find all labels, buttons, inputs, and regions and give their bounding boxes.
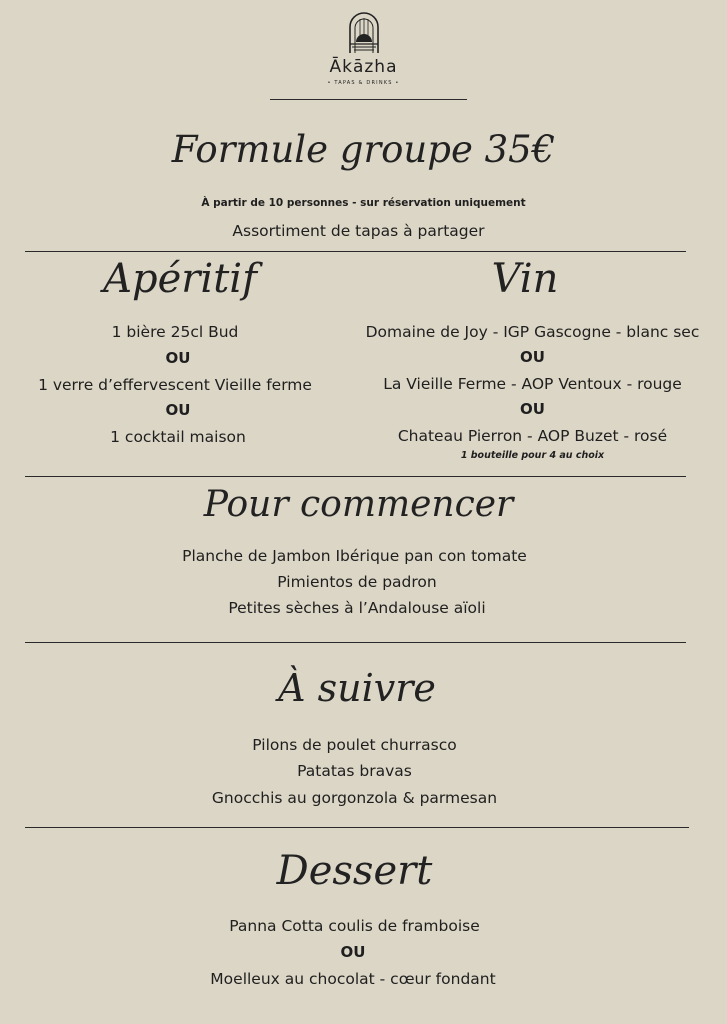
brand-tagline: • TAPAS & DRINKS •	[327, 80, 400, 86]
brand-name: Ākāzha	[329, 57, 398, 77]
dessert-item: Panna Cotta coulis de framboise	[229, 917, 480, 935]
main-item: Pilons de poulet churrasco	[252, 736, 457, 754]
or-label: OU	[165, 349, 191, 367]
arch-logo-icon	[347, 10, 381, 54]
section-divider	[25, 476, 686, 477]
wine-item: La Vieille Ferme - AOP Ventoux - rouge	[383, 375, 682, 393]
header-divider	[270, 99, 467, 100]
page-title: Formule groupe 35€	[171, 128, 556, 171]
or-label: OU	[520, 400, 545, 418]
or-label: OU	[520, 348, 545, 366]
aperitif-heading: Apéritif	[103, 256, 257, 302]
intro-text: Assortiment de tapas à partager	[232, 222, 485, 240]
or-label: OU	[340, 943, 366, 961]
wine-note: 1 bouteille pour 4 au choix	[460, 450, 605, 461]
dessert-item: Moelleux au chocolat - cœur fondant	[210, 970, 496, 988]
aperitif-item: 1 bière 25cl Bud	[111, 323, 239, 341]
aperitif-item: 1 verre d’effervescent Vieille ferme	[38, 376, 312, 394]
section-divider	[25, 642, 686, 643]
dessert-heading: Dessert	[276, 848, 433, 894]
aperitif-item: 1 cocktail maison	[110, 428, 246, 446]
section-divider	[25, 251, 686, 252]
main-item: Gnocchis au gorgonzola & parmesan	[211, 789, 498, 807]
main-item: Patatas bravas	[297, 762, 412, 780]
subtitle: À partir de 10 personnes - sur réservation uniquement	[201, 197, 526, 209]
starter-item: Petites sèches à l’Andalouse aïoli	[228, 599, 486, 617]
section-divider	[25, 827, 689, 828]
wine-item: Chateau Pierron - AOP Buzet - rosé	[397, 427, 668, 445]
or-label: OU	[165, 401, 191, 419]
starter-item: Pimientos de padron	[277, 573, 437, 591]
starters-heading: Pour commencer	[203, 484, 514, 525]
starter-item: Planche de Jambon Ibérique pan con tomate	[182, 547, 527, 565]
vin-heading: Vin	[491, 256, 559, 302]
wine-item: Domaine de Joy - IGP Gascogne - blanc sec	[365, 323, 700, 341]
mains-heading: À suivre	[278, 666, 436, 710]
